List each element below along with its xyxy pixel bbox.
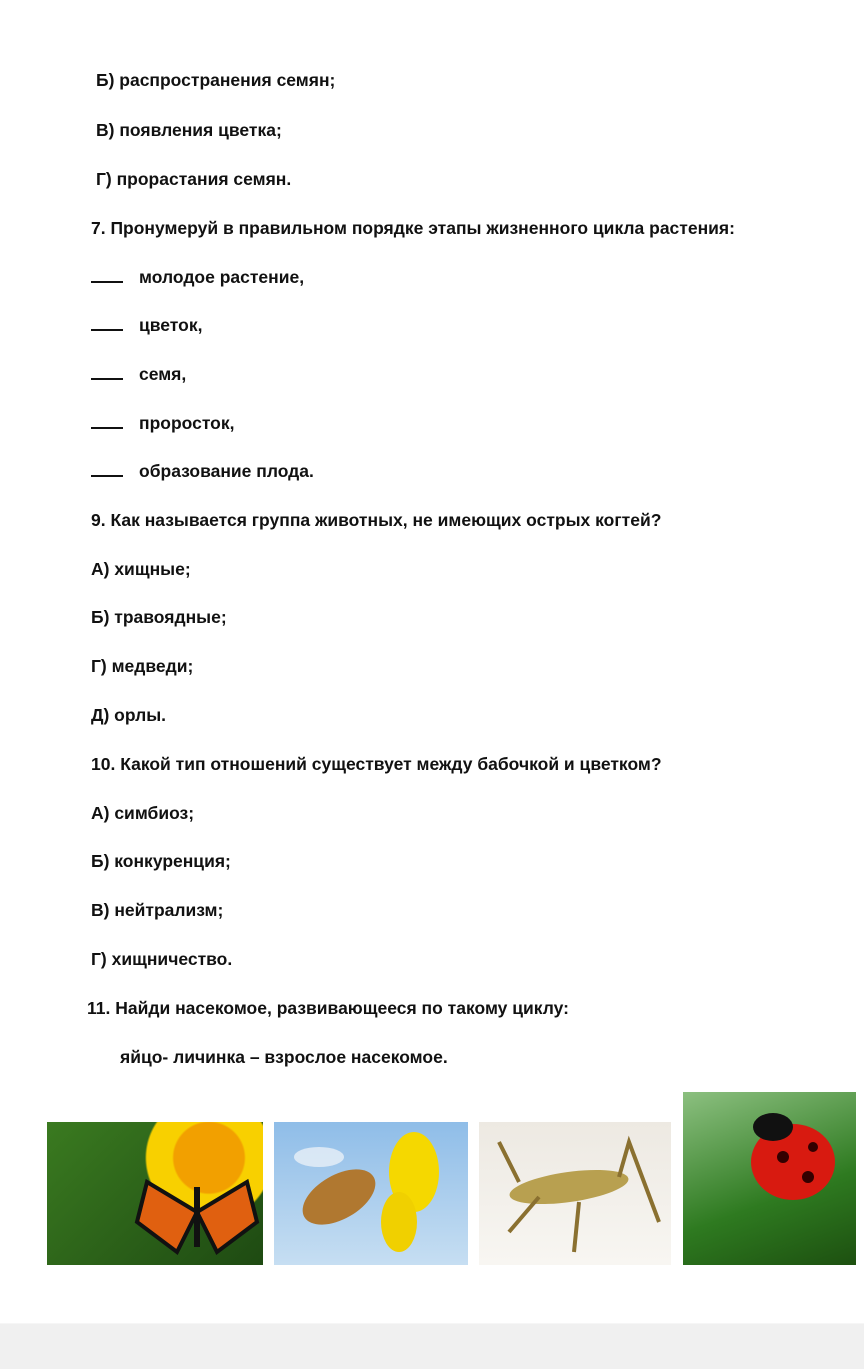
answer-option: В) появления цветка; xyxy=(96,120,282,140)
answer-option: Г) медведи; xyxy=(91,656,194,676)
question-11: 11. Найди насекомое, развивающееся по такому циклу: xyxy=(87,998,569,1018)
stage-item xyxy=(91,412,234,434)
life-cycle-text: яйцо- личинка – взрослое насекомое. xyxy=(120,1047,448,1067)
answer-option: Г) хищничество. xyxy=(91,949,233,969)
answer-option: А) симбиоз; xyxy=(91,803,195,823)
stage-item xyxy=(91,363,186,385)
butterfly-image[interactable] xyxy=(47,1122,263,1265)
blank-line xyxy=(91,267,123,283)
answer-option: Б) конкуренция; xyxy=(91,851,231,871)
blank-line xyxy=(91,461,123,477)
stage-label: образование плода. xyxy=(139,461,314,481)
blank-line xyxy=(91,364,123,380)
stage-label: цветок, xyxy=(139,315,203,335)
answer-option: А) хищные; xyxy=(91,559,191,579)
answer-option: Г) прорастания семян. xyxy=(96,169,292,189)
stage-label: проросток, xyxy=(139,413,235,433)
ladybug-image[interactable] xyxy=(683,1092,856,1265)
stage-label: молодое растение, xyxy=(139,267,305,287)
answer-option: Б) травоядные; xyxy=(91,607,227,627)
answer-option: Б) распространения семян; xyxy=(96,70,336,90)
bee-image[interactable] xyxy=(274,1122,468,1265)
blank-line xyxy=(91,315,123,331)
stage-item xyxy=(91,266,304,288)
stage-item xyxy=(91,314,202,336)
answer-option: В) нейтрализм; xyxy=(91,900,224,920)
answer-option: Д) орлы. xyxy=(91,705,167,725)
bottom-toolbar xyxy=(0,1323,864,1369)
question-10: 10. Какой тип отношений существует между бабочкой и цветком? xyxy=(91,754,662,774)
grasshopper-image[interactable] xyxy=(479,1122,671,1265)
stage-item xyxy=(91,460,314,482)
blank-line xyxy=(91,413,123,429)
question-9: 9. Как называется группа животных, не имеющих острых когтей? xyxy=(91,510,662,530)
stage-label: семя, xyxy=(139,364,187,384)
question-7: 7. Пронумеруй в правильном порядке этапы жизненного цикла растения: xyxy=(91,218,735,238)
